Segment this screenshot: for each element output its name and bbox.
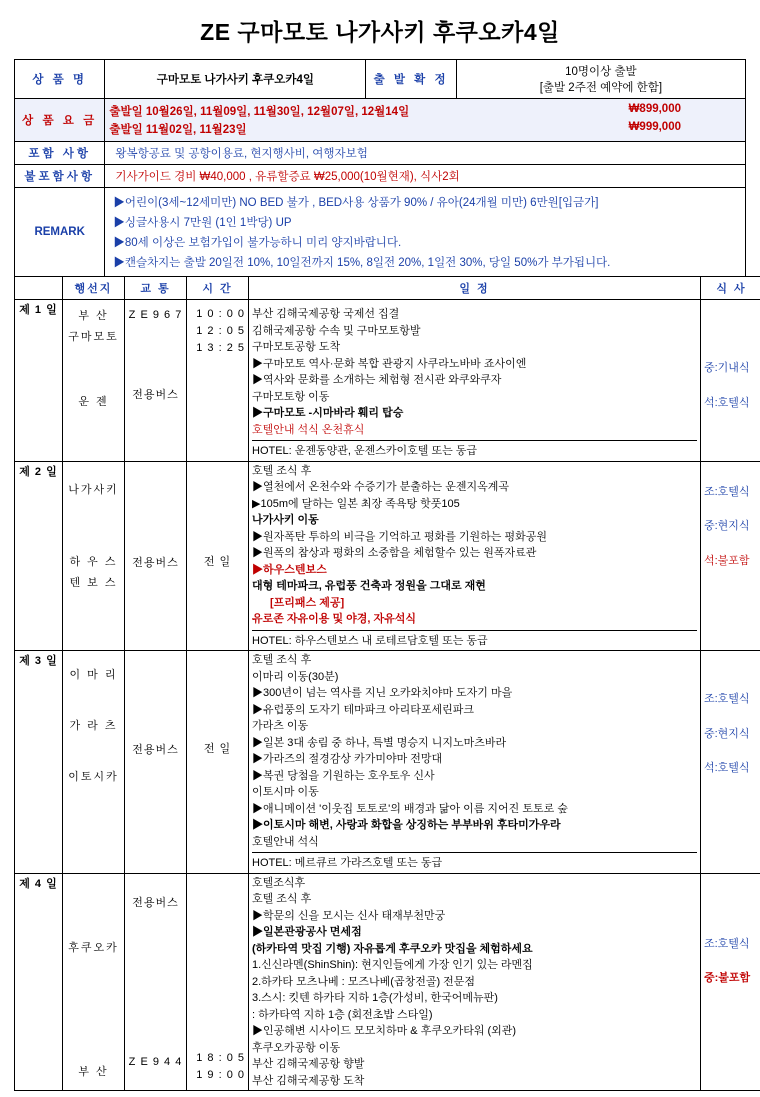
time-item: 1 2 : 0 5: [190, 323, 245, 340]
day-meals: [701, 461, 760, 651]
price-amount-1: ₩899,000: [629, 103, 741, 119]
time-item: 1 0 : 0 0: [190, 306, 245, 323]
meal-item: 조:호텔식: [704, 936, 759, 953]
day-meals: [701, 873, 760, 1091]
remark-item: ▶80세 이상은 보험가입이 불가능하니 미리 양지바랍니다.: [111, 232, 739, 252]
day-label: 제 4 일: [15, 873, 63, 1091]
place-item: 가 라 츠: [66, 716, 121, 737]
remark-item: ▶어린이(3세~12세미만) NO BED 불가 , BED사용 상품가 90% / 유아(24개월 미만) 6만원[입금가]: [111, 192, 739, 212]
itinerary-line: ▶인공해변 시사이드 모모치하마 & 후쿠오카타워 (외관): [252, 1023, 697, 1040]
itinerary-line: 유로존 자유이용 및 야경, 자유석식: [252, 611, 697, 628]
hotel-line: HOTEL: 하우스텐보스 내 로테르담호텔 또는 동급: [252, 630, 697, 650]
table-row: [15, 651, 760, 874]
hotel-line: HOTEL: 운젠동양관, 운젠스카이호텔 또는 동급: [252, 440, 697, 460]
col-destination: 행선지: [63, 277, 125, 300]
itinerary-line: ▶이토시마 해변, 사랑과 화합을 상징하는 부부바위 후타미가우라: [252, 817, 697, 834]
schedule-header-row: [15, 277, 760, 300]
itinerary-line: ▶원자폭탄 투하의 비극을 기억하고 평화를 기원하는 평화공원: [252, 529, 697, 546]
itinerary-line: ▶원폭의 참상과 평화의 소중함을 체험할수 있는 원폭자료관: [252, 545, 697, 562]
itinerary-line: ▶복권 당첨을 기원하는 호우토우 신사: [252, 768, 697, 785]
day-itinerary: [249, 873, 701, 1091]
itinerary-line: 이토시마 이동: [252, 784, 697, 801]
day-times: [187, 461, 249, 651]
itinerary-line: ▶구마모토 역사·문화 복합 관광지 사쿠라노바바 죠사이엔: [252, 356, 697, 373]
place-item: 구마모토: [66, 327, 121, 348]
exclude-value: 기사가이드 경비 ₩40,000 , 유류할증료 ₩25,000(10월현재), 식사2회: [105, 165, 746, 188]
itinerary-line: 호텔 조식 후: [252, 652, 697, 669]
time-item: 전 일: [190, 554, 245, 571]
col-meals: 식 사: [701, 277, 760, 300]
itinerary-line: 이마리 이동(30분): [252, 669, 697, 686]
itinerary-line: 후쿠오카공항 이동: [252, 1040, 697, 1057]
meal-item: 조:호텔식: [704, 691, 759, 708]
day-transport: [125, 461, 187, 651]
product-label: 상 품 명: [15, 60, 105, 99]
itinerary-line: ▶일본 3대 송림 중 하나, 특별 명승지 니지노마츠바라: [252, 735, 697, 752]
price-line-2: [109, 120, 741, 138]
day-transport: [125, 873, 187, 1091]
col-transport: 교 통: [125, 277, 187, 300]
header-info-table: [14, 59, 746, 277]
remark-item: ▶캔슬차지는 출발 20일전 10%, 10일전까지 15%, 8일전 20%, 1일전 30%, 당일 50%가 부가됩니다.: [111, 252, 739, 272]
transport-item: 전용버스: [128, 554, 183, 574]
departure-value: [456, 60, 745, 99]
exclude-label: 불포함사항: [15, 165, 105, 188]
departure-line-2: [출발 2주전 예약에 한함]: [461, 79, 741, 95]
itinerary-line: 부산 김해국제공항 국제선 집결: [252, 306, 697, 323]
include-value: 왕복항공료 및 공항이용료, 현지행사비, 여행자보험: [105, 142, 746, 165]
time-item: 1 9 : 0 0: [190, 1067, 245, 1084]
price-amount-2: ₩999,000: [629, 121, 741, 137]
day-transport: [125, 651, 187, 874]
place-item: 운 젠: [66, 392, 121, 413]
price-label: 상 품 요 금: [15, 99, 105, 142]
itinerary-line: ▶300년이 넘는 역사를 지닌 오카와치야마 도자기 마을: [252, 685, 697, 702]
day-places: [63, 651, 125, 874]
place-item: 하 우 스: [66, 552, 121, 573]
day-meals: [701, 651, 760, 874]
meal-item: 조:호텔식: [704, 484, 759, 501]
departure-label: 출 발 확 정: [366, 60, 456, 99]
itinerary-line: 호텔조식후: [252, 875, 697, 892]
col-empty: [15, 277, 63, 300]
remark-list: [105, 188, 746, 277]
price-dates-1: 출발일 10월26일, 11월09일, 11월30일, 12월07일, 12월14일: [109, 103, 409, 119]
itinerary-line: 1.신신라멘(ShinShin): 현지인들에게 가장 인기 있는 라멘집: [252, 957, 697, 974]
meal-item: 석:불포함: [704, 553, 759, 570]
transport-item: 전용버스: [128, 386, 183, 406]
itinerary-line: 대형 테마파크, 유럽풍 건축과 정원을 그대로 재현: [252, 578, 697, 595]
place-item: 이토시카: [66, 767, 121, 788]
day-itinerary: [249, 461, 701, 651]
price-row: [15, 99, 746, 142]
itinerary-line: 호텔 조식 후: [252, 891, 697, 908]
price-values: [105, 99, 746, 142]
time-item: 전 일: [190, 741, 245, 758]
itinerary-line: 나가사키 이동: [252, 512, 697, 529]
remark-item: ▶싱글사용시 7만원 (1인 1박당) UP: [111, 212, 739, 232]
itinerary-line: ▶구마모토 -시마바라 훼리 탑승: [252, 405, 697, 422]
day-itinerary: [249, 651, 701, 874]
meal-item: 중:불포함: [704, 970, 759, 987]
schedule-table: [14, 276, 760, 1091]
time-item: 1 8 : 0 5: [190, 1050, 245, 1067]
day-itinerary: [249, 300, 701, 462]
day-places: [63, 300, 125, 462]
remark-label: REMARK: [15, 188, 105, 277]
itinerary-line: (하카타역 맛집 기행) 자유롭게 후쿠오카 맛집을 체험하세요: [252, 941, 697, 958]
meal-item: 중:기내식: [704, 360, 759, 377]
table-row: [15, 873, 760, 1091]
include-label: 포함 사항: [15, 142, 105, 165]
itinerary-line: ▶유럽풍의 도자기 테마파크 아리타포세린파크: [252, 702, 697, 719]
table-row: [15, 300, 760, 462]
itinerary-line: ▶105m에 달하는 일본 최장 족욕탕 핫풋105: [252, 496, 697, 513]
itinerary-line: 구마모토공항 도착: [252, 339, 697, 356]
itinerary-line: ▶역사와 문화를 소개하는 체험형 전시관 와쿠와쿠자: [252, 372, 697, 389]
itinerary-line: 부산 김해국제공항 향발: [252, 1056, 697, 1073]
itinerary-line: : 하카타역 지하 1층 (회전초밥 스타일): [252, 1007, 697, 1024]
meal-item: 중:현지식: [704, 518, 759, 535]
col-itinerary: 일 정: [249, 277, 701, 300]
transport-item: Z E 9 4 4: [128, 1053, 183, 1073]
day-label: 제 2 일: [15, 461, 63, 651]
transport-item: 전용버스: [128, 741, 183, 761]
itinerary-line: 3.스시: 킷텐 하카타 지하 1층(가성비, 한국어메뉴판): [252, 990, 697, 1007]
day-places: [63, 461, 125, 651]
itinerary-line: ▶일본관광공사 면세점: [252, 924, 697, 941]
include-row: [15, 142, 746, 165]
hotel-line: HOTEL: 메르큐르 가라즈호텔 또는 동급: [252, 852, 697, 872]
itinerary-line: ▶가라즈의 절경감상 카가미야마 전망대: [252, 751, 697, 768]
itinerary-line: 호텔안내 석식: [252, 834, 697, 851]
itinerary-line: 2.하카타 모츠나베 : 모즈나베(곱창전골) 전문점: [252, 974, 697, 991]
price-line-1: [109, 102, 741, 120]
meal-item: 석:호텔식: [704, 760, 759, 777]
itinerary-line: 부산 김해국제공항 도착: [252, 1073, 697, 1090]
itinerary-line: ▶애니메이션 '이웃집 토토로'의 배경과 닮아 이름 지어진 토토로 숲: [252, 801, 697, 818]
itinerary-line: [프리패스 제공]: [252, 595, 697, 612]
itinerary-line: 호텔안내 석식 온천휴식: [252, 422, 697, 439]
place-item: 부 산: [66, 1062, 121, 1083]
product-value: 구마모토 나가사키 후쿠오카4일: [105, 60, 366, 99]
day-times: [187, 651, 249, 874]
itinerary-line: 호텔 조식 후: [252, 463, 697, 480]
transport-item: 전용버스: [128, 894, 183, 914]
product-row: [15, 60, 746, 99]
itinerary-line: ▶하우스텐보스: [252, 562, 697, 579]
col-time: 시 간: [187, 277, 249, 300]
table-row: [15, 461, 760, 651]
time-item: 1 3 : 2 5: [190, 340, 245, 357]
day-times: [187, 300, 249, 462]
meal-item: 중:현지식: [704, 726, 759, 743]
page-title: ZE 구마모토 나가사키 후쿠오카4일: [14, 14, 746, 47]
place-item: 부 산: [66, 306, 121, 327]
day-meals: [701, 300, 760, 462]
place-item: 나가사키: [66, 480, 121, 501]
itinerary-line: 김해국제공항 수속 및 구마모토항발: [252, 323, 697, 340]
itinerary-line: 구마모토항 이동: [252, 389, 697, 406]
price-dates-2: 출발일 11월02일, 11월23일: [109, 121, 246, 137]
place-item: 후쿠오카: [66, 938, 121, 959]
itinerary-line: ▶학문의 신을 모시는 신사 태재부천만궁: [252, 908, 697, 925]
itinerary-line: 가라츠 이동: [252, 718, 697, 735]
day-label: 제 3 일: [15, 651, 63, 874]
day-label: 제 1 일: [15, 300, 63, 462]
remark-row: [15, 188, 746, 277]
exclude-row: [15, 165, 746, 188]
day-places: [63, 873, 125, 1091]
meal-item: 석:호텔식: [704, 395, 759, 412]
place-item: 이 마 리: [66, 665, 121, 686]
transport-item: Z E 9 6 7: [128, 306, 183, 326]
departure-line-1: 10명이상 출발: [461, 63, 741, 79]
day-times: [187, 873, 249, 1091]
place-item: 텐 보 스: [66, 573, 121, 594]
itinerary-line: ▶열천에서 온천수와 수증기가 분출하는 운젠지옥계곡: [252, 479, 697, 496]
day-transport: [125, 300, 187, 462]
